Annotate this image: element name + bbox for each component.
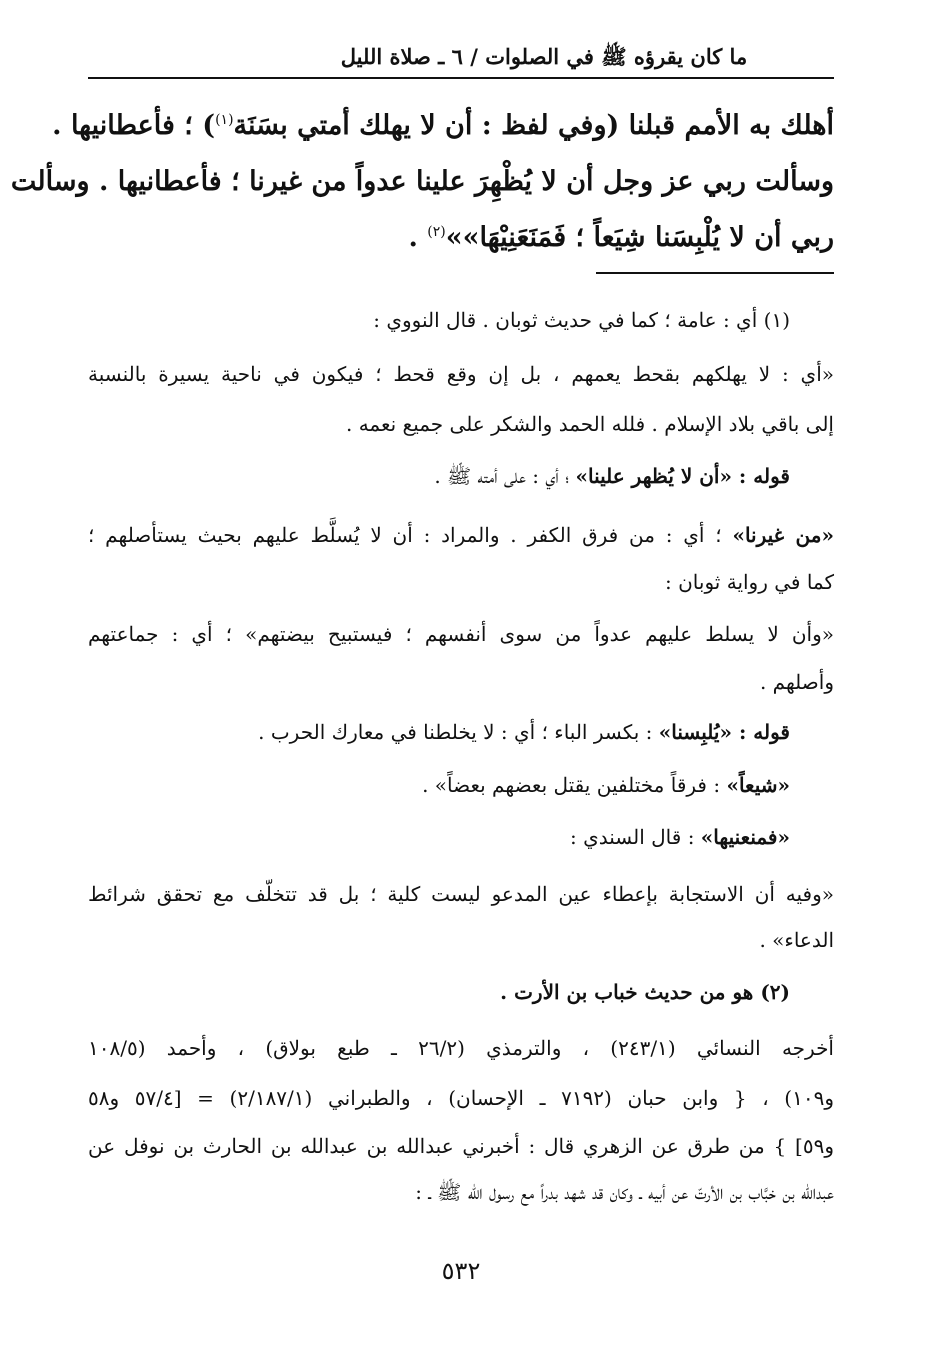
footnote-2-line-4: عبدالله بن خبَّاب بن الأرتّ عن أبيه ـ وكان قد شهد بدراً مع رسول الله ﷺ ـ :: [415, 1180, 834, 1204]
main-line-3-end: .: [408, 222, 428, 253]
footnote-1-gloss-5-line-2: وأصلهم .: [759, 670, 834, 694]
header-rule: [88, 77, 834, 79]
main-line-1-end: ) ؛ فأعطانيها .: [52, 110, 216, 141]
footnote-ref-2: (٢): [427, 224, 446, 240]
gloss-7-text: : فرقاً مختلفين يقتل بعضهم بعضاً» .: [422, 773, 727, 797]
footnote-ref-1: (١): [215, 112, 234, 128]
gloss-6-label: قوله : «يُلبِسنا»: [658, 720, 790, 744]
gloss-8-text: : قال السندي :: [570, 825, 701, 849]
footnote-1-quote-line-2: إلى باقي بلاد الإسلام . فلله الحمد والشكر على جميع نعمه .: [345, 412, 834, 436]
main-text: [10, 98, 834, 266]
running-title: ما كان يقرؤه ﷺ في الصلوات / ٦ ـ صلاة الليل: [340, 44, 748, 69]
main-line-2: وسألت ربي عز وجل أن لا يُظْهِرَ علينا عدواً من غيرنا ؛ فأعطانيها . وسألت: [10, 166, 834, 197]
gloss-3-text: ؛ أي : على أمته ﷺ .: [434, 464, 576, 488]
page-number: ٥٣٢: [441, 1257, 481, 1285]
main-line-3: [88, 210, 834, 266]
footnote-1-gloss-9-line-2: الدعاء» .: [759, 928, 834, 952]
footnote-2-line-3: و٥٩] } من طرق عن الزهري قال : أخبرني عبدالله بن عبدالله بن الحارث بن نوفل عن: [88, 1134, 834, 1158]
footnote-1-gloss-3: [434, 454, 790, 498]
gloss-3-label: قوله : «أن لا يُظهر علينا»: [575, 464, 790, 488]
footnote-1-gloss-7: [422, 763, 790, 807]
footnote-2-line-1: أخرجه النسائي (٢٤٣/١) ، والترمذي (٢٦/٢ ـ طبع بولاق) ، وأحمد (١٠٨/٥: [88, 1036, 834, 1060]
footnote-1-gloss-9-line-1: «وفيه أن الاستجابة بإعطاء عين المدعو ليست كلية ؛ بل قد تتخلّف مع تحقق شرائط: [88, 882, 834, 906]
footnote-1-gloss-4-line-1: [88, 513, 834, 557]
main-line-1-start: أهلك به الأمم قبلنا (وفي لفظ : أن لا يهلك أمتي بسَنَة: [233, 110, 834, 141]
gloss-6-text: : بكسر الباء ؛ أي : لا يخلطنا في معارك الحرب .: [258, 720, 659, 744]
footnote-1-intro: (١) أي : عامة ؛ كما في حديث ثوبان . قال النووي :: [373, 308, 790, 332]
gloss-8-label: «فمنعنيها»: [700, 825, 790, 849]
gloss-4-text: ؛ أي : من فرق الكفر . والمراد : أن لا يُسلَّط عليهم بحيث يستأصلهم ؛: [88, 523, 733, 547]
footnote-separator: [596, 272, 834, 274]
footnote-2-intro: (٢) هو من حديث خباب بن الأرت .: [500, 980, 790, 1004]
gloss-7-label: «شيعاً»: [726, 773, 790, 797]
footnote-1-gloss-6: [258, 710, 790, 754]
footnote-1-gloss-8: [570, 815, 790, 859]
footnote-1-gloss-4-line-2: كما في رواية ثوبان :: [665, 570, 834, 594]
gloss-4-label: «من غيرنا»: [732, 523, 834, 547]
footnote-1-quote-line-1: «أي : لا يهلكهم بقحط يعمهم ، بل إن وقع قحط ؛ فيكون في ناحية يسيرة بالنسبة: [88, 362, 834, 386]
footnote-1-gloss-5-line-1: «وأن لا يسلط عليهم عدواً من سوى أنفسهم ؛ فيستبيح بيضتهم» ؛ أي : جماعتهم: [88, 622, 834, 646]
footnote-2-line-2: و١٠٩) ، { وابن حبان (٧١٩٢ ـ الإحسان) ، والطبراني (٢/١٨٧/١) = [٥٧/٤ و٥٨: [88, 1086, 835, 1110]
book-page: [10, 0, 835, 1347]
main-line-1: [52, 98, 834, 154]
main-line-3-start: ربي أن لا يُلْبِسَنا شِيَعاً ؛ فَمَنَعَنِيْهَا»»: [445, 222, 834, 253]
